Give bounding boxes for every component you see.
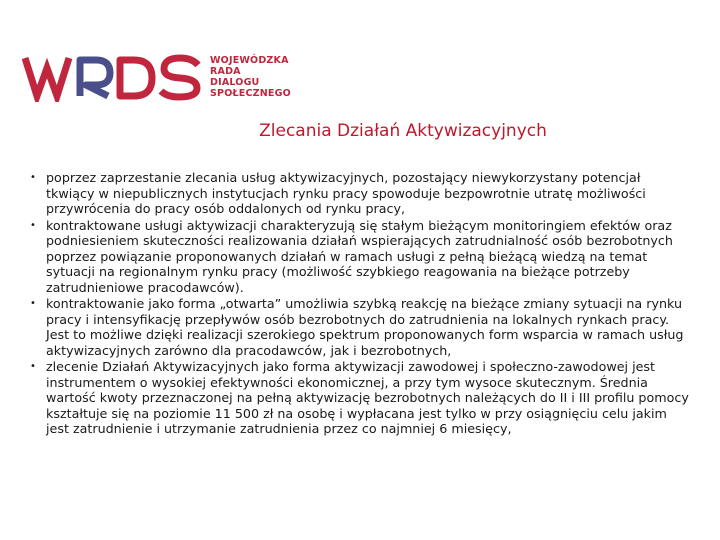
bullet-list bbox=[30, 170, 690, 438]
logo-line: RADA bbox=[210, 66, 241, 77]
bullet-icon: • bbox=[30, 361, 36, 372]
bullet-text: zlecenie Działań Aktywizacyjnych jako forma aktywizacji zawodowej i społeczno-zawodowej jest instrumentem o wysokiej efektywności ekonomicznej, a przy tym wysoce skutecznym. Średnia wartość kwoty przeznaczonej na pełną aktywizację bezrobotnych należących do II i III profilu pomocy kształtuje się na poziomie 11 500 zł na osobę i wypłacana jest tylko w przy osiągnięciu celu jakim jest zatrudnienie i utrzymanie zatrudnienia przez co najmniej 6 miesięcy, bbox=[46, 359, 689, 436]
slide-title: Zlecania Działań Aktywizacyjnych bbox=[259, 121, 547, 141]
bullet-text: kontraktowane usługi aktywizacji charakteryzują się stałym bieżącym monitoringiem efektów oraz podniesieniem skuteczności realizowania działań wspierających zatrudnialność osób bezrobotnych poprzez powiązanie proponowanych działań w ramach usługi z pełną bieżącą wiedzą na temat sytuacji na regionalnym rynku pracy (możliwość szybkiego reagowania na bieżące potrzeby zatrudnieniowe pracodawców). bbox=[46, 217, 673, 295]
bullet-text: kontraktowanie jako forma „otwarta” umożliwia szybką reakcję na bieżące zmiany sytuacji na rynku pracy i intensyfikację przepływów osób bezrobotnych do zatrudnienia na lokalnych rynkach pracy. Jest to możliwe dzięki realizacji szerokiego spektrum proponowanych form wsparcia w ramach usług aktywizacyjnych zarówno dla pracodawców, jak i bezrobotnych, bbox=[46, 296, 684, 358]
bullet-icon: • bbox=[30, 172, 36, 183]
bullet-item bbox=[30, 296, 690, 358]
wrds-logo bbox=[22, 52, 291, 102]
logo-line: SPOŁECZNEGO bbox=[210, 88, 291, 99]
logo-wordmark bbox=[210, 55, 291, 99]
bullet-item bbox=[30, 170, 690, 217]
bullet-icon: • bbox=[30, 219, 36, 231]
bullet-item bbox=[30, 359, 690, 437]
logo-line: WOJEWÓDZKA bbox=[210, 55, 289, 66]
bullet-text: poprzez zaprzestanie zlecania usług aktywizacyjnych, pozostający niewykorzystany potencjał tkwiący w niepublicznych instytucjach rynku pracy spowoduje bezpowrotnie utratę możliwości przywrócenia do pracy osób oddalonych od rynku pracy, bbox=[46, 170, 646, 216]
wrds-logo-mark bbox=[22, 52, 204, 102]
bullet-icon: • bbox=[30, 298, 36, 309]
logo-line: DIALOGU bbox=[210, 77, 260, 88]
bullet-item bbox=[30, 218, 690, 296]
